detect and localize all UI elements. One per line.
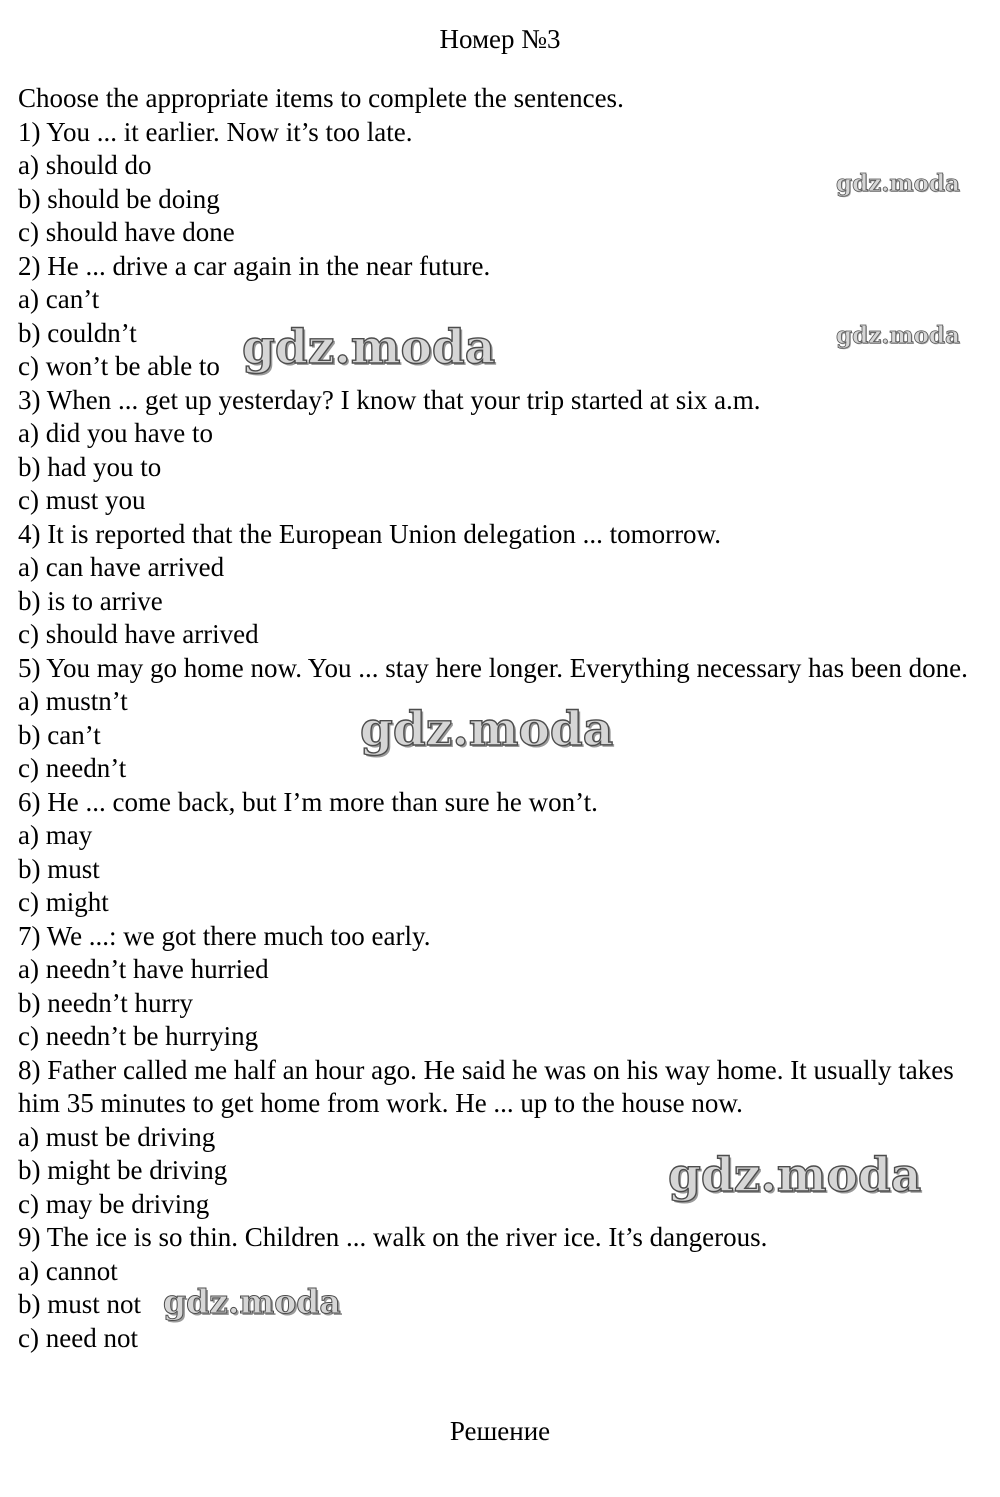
question-5-option-a: a) mustn’t (18, 686, 128, 716)
question-8-option-a: a) must be driving (18, 1121, 216, 1152)
question-8-option-b: b) might be driving (18, 1155, 228, 1185)
question-4-option-b: b) is to arrive (18, 585, 163, 616)
question-4: 4) It is reported that the European Union delegation ... tomorrow. (18, 518, 722, 549)
question-7-option-b: b) needn’t hurry (18, 987, 193, 1018)
solution-heading: Решение (449, 1416, 551, 1446)
question-1-option-b: b) should be doing (18, 183, 220, 214)
question-1-option-c: c) should have done (18, 217, 235, 247)
question-5-option-c: c) needn’t (18, 753, 127, 783)
question-4-option-c: c) should have arrived (18, 619, 259, 649)
watermark-logo: gdz.moda (668, 1148, 922, 1203)
question-1-option-a: a) should do (18, 150, 152, 180)
question-3-option-a: a) did you have to (18, 418, 213, 448)
question-9-option-b: b) must not (18, 1289, 142, 1319)
question-3-option-c: c) must you (18, 485, 146, 515)
question-7: 7) We ...: we got there much too early. (18, 920, 431, 951)
question-8-option-c: c) may be driving (18, 1188, 210, 1219)
question-7-option-c: c) needn’t be hurrying (18, 1021, 259, 1051)
page-title: Номер №3 (439, 24, 561, 54)
watermark-logo: gdz.moda (836, 322, 960, 349)
question-7-option-a: a) needn’t have hurried (18, 954, 269, 984)
question-5: 5) You may go home now. You ... stay here longer. Everything necessary has been done. (18, 652, 968, 683)
question-3-option-b: b) had you to (18, 451, 162, 482)
question-6: 6) He ... come back, but I’m more than sure he won’t. (18, 786, 598, 817)
question-1: 1) You ... it earlier. Now it’s too late. (18, 116, 413, 147)
question-2-option-a: a) can’t (18, 284, 100, 314)
question-6-option-b: b) must (18, 853, 100, 884)
watermark-logo: gdz.moda (360, 702, 614, 757)
question-5-option-b: b) can’t (18, 719, 101, 750)
exercise-content (18, 82, 983, 1355)
question-2-option-b: b) couldn’t (18, 317, 137, 348)
question-9: 9) The ice is so thin. Children ... walk on the river ice. It’s dangerous. (18, 1222, 768, 1252)
question-9-option-a: a) cannot (18, 1255, 118, 1286)
question-2: 2) He ... drive a car again in the near future. (18, 250, 491, 281)
question-3: 3) When ... get up yesterday? I know that your trip started at six a.m. (18, 384, 761, 415)
question-6-option-a: a) may (18, 820, 93, 850)
question-9-option-c: c) need not (18, 1322, 138, 1353)
watermark-logo: gdz.moda (163, 1282, 341, 1321)
watermark-logo: gdz.moda (242, 320, 496, 375)
question-4-option-a: a) can have arrived (18, 552, 225, 582)
question-8: 8) Father called me half an hour ago. He said he was on his way home. It usually takes him 35 minutes to get home from work. He ... up to the house now. (18, 1054, 954, 1118)
watermark-logo: gdz.moda (836, 170, 960, 197)
instruction-text: Choose the appropriate items to complete the sentences. (18, 83, 624, 113)
question-2-option-c: c) won’t be able to (18, 351, 220, 381)
question-6-option-c: c) might (18, 887, 109, 917)
